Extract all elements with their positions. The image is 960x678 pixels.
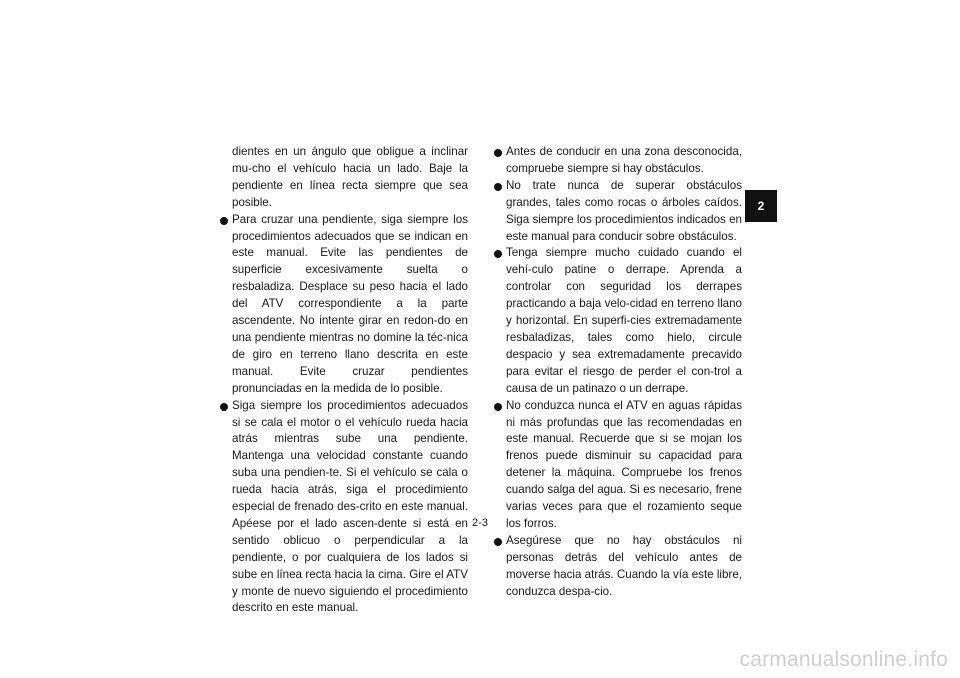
bullet-dot-icon [494, 250, 502, 258]
bullet-text: Para cruzar una pendiente, siga siempre los procedimientos adecuados que se indican en este manual. Evite las pendientes de superficie excesivamente suelta o resbaladiza. Desplace su peso hacia el lado del ATV correspondiente a la parte ascendente. No intente girar en redon-do en una pendiente mientras no domine la téc-nica de giro en terreno llano descrita en este manual. Evite cruzar pendientes pronunciadas en la medida de lo posible. [232, 212, 468, 395]
bullet-dot-icon [494, 149, 502, 157]
page-number: 2-3 [472, 517, 488, 529]
bullet-item [493, 533, 742, 601]
right-column [493, 144, 742, 600]
bullet-dot-icon [494, 183, 502, 191]
chapter-tab: 2 [745, 190, 777, 222]
bullet-text: No conduzca nunca el ATV en aguas rápidas ni más profundas que las recomendadas en este manual. Recuerde que si se mojan los frenos puede disminuir su capacidad para detener la máquina. Compruebe los frenos cuando salga del agua. Si es necesario, frene varias veces para que el rozamiento seque los forros. [506, 398, 742, 530]
bullet-dot-icon [220, 403, 228, 411]
bullet-item [493, 245, 742, 397]
bullet-dot-icon [494, 538, 502, 546]
bullet-text: Asegúrese que no hay obstáculos ni personas detrás del vehículo antes de moverse hacia atrás. Cuando la vía este libre, conduzca despa-cio. [506, 533, 742, 598]
bullet-item [493, 178, 742, 246]
bullet-text: Tenga siempre mucho cuidado cuando el vehí-culo patine o derrape. Aprenda a controlar con seguridad los derrapes practicando a baja velo-cidad en terreno llano y horizontal. En superfi-cies extremadamente resbaladizas, tales como hielo, circule despacio y sea extremadamente precavido para evitar el riesgo de perder el con-trol a causa de un patinazo o un derrape. [506, 246, 742, 395]
bullet-item [219, 398, 468, 618]
bullet-text: Antes de conducir en una zona desconocida, compruebe siempre si hay obstáculos. [506, 145, 742, 175]
bullet-dot-icon [220, 217, 228, 225]
watermark: carmanualsonline.info [739, 648, 948, 671]
left-column [219, 144, 468, 617]
intro-paragraph: dientes en un ángulo que obligue a inclinar mu-cho el vehículo hacia un lado. Baje la pendiente en línea recta siempre que sea posible. [232, 145, 468, 209]
bullet-text: No trate nunca de superar obstáculos grandes, tales como rocas o árboles caídos. Siga siempre los procedimientos indicados en este manual para conducir sobre obstáculos. [506, 178, 742, 243]
bullet-item [493, 144, 742, 178]
bullet-dot-icon [494, 403, 502, 411]
bullet-text: Siga siempre los procedimientos adecuados si se cala el motor o el vehículo rueda hacia atrás mientras sube una pendiente. Mantenga una velocidad constante cuando suba una pendien-te. Si el vehículo se cala o rueda hacia atrás, siga el procedimiento especial de frenado des-crito en este manual. Apéese por el lado ascen-dente si está en sentido oblicuo o perpendicular a la pendiente, o por cualquiera de los lados si sube en línea recta hacia la cima. Gire el ATV y monte de nuevo siguiendo el procedimiento descrito en este manual. [232, 398, 468, 615]
bullet-item [219, 212, 468, 398]
bullet-item [493, 398, 742, 533]
